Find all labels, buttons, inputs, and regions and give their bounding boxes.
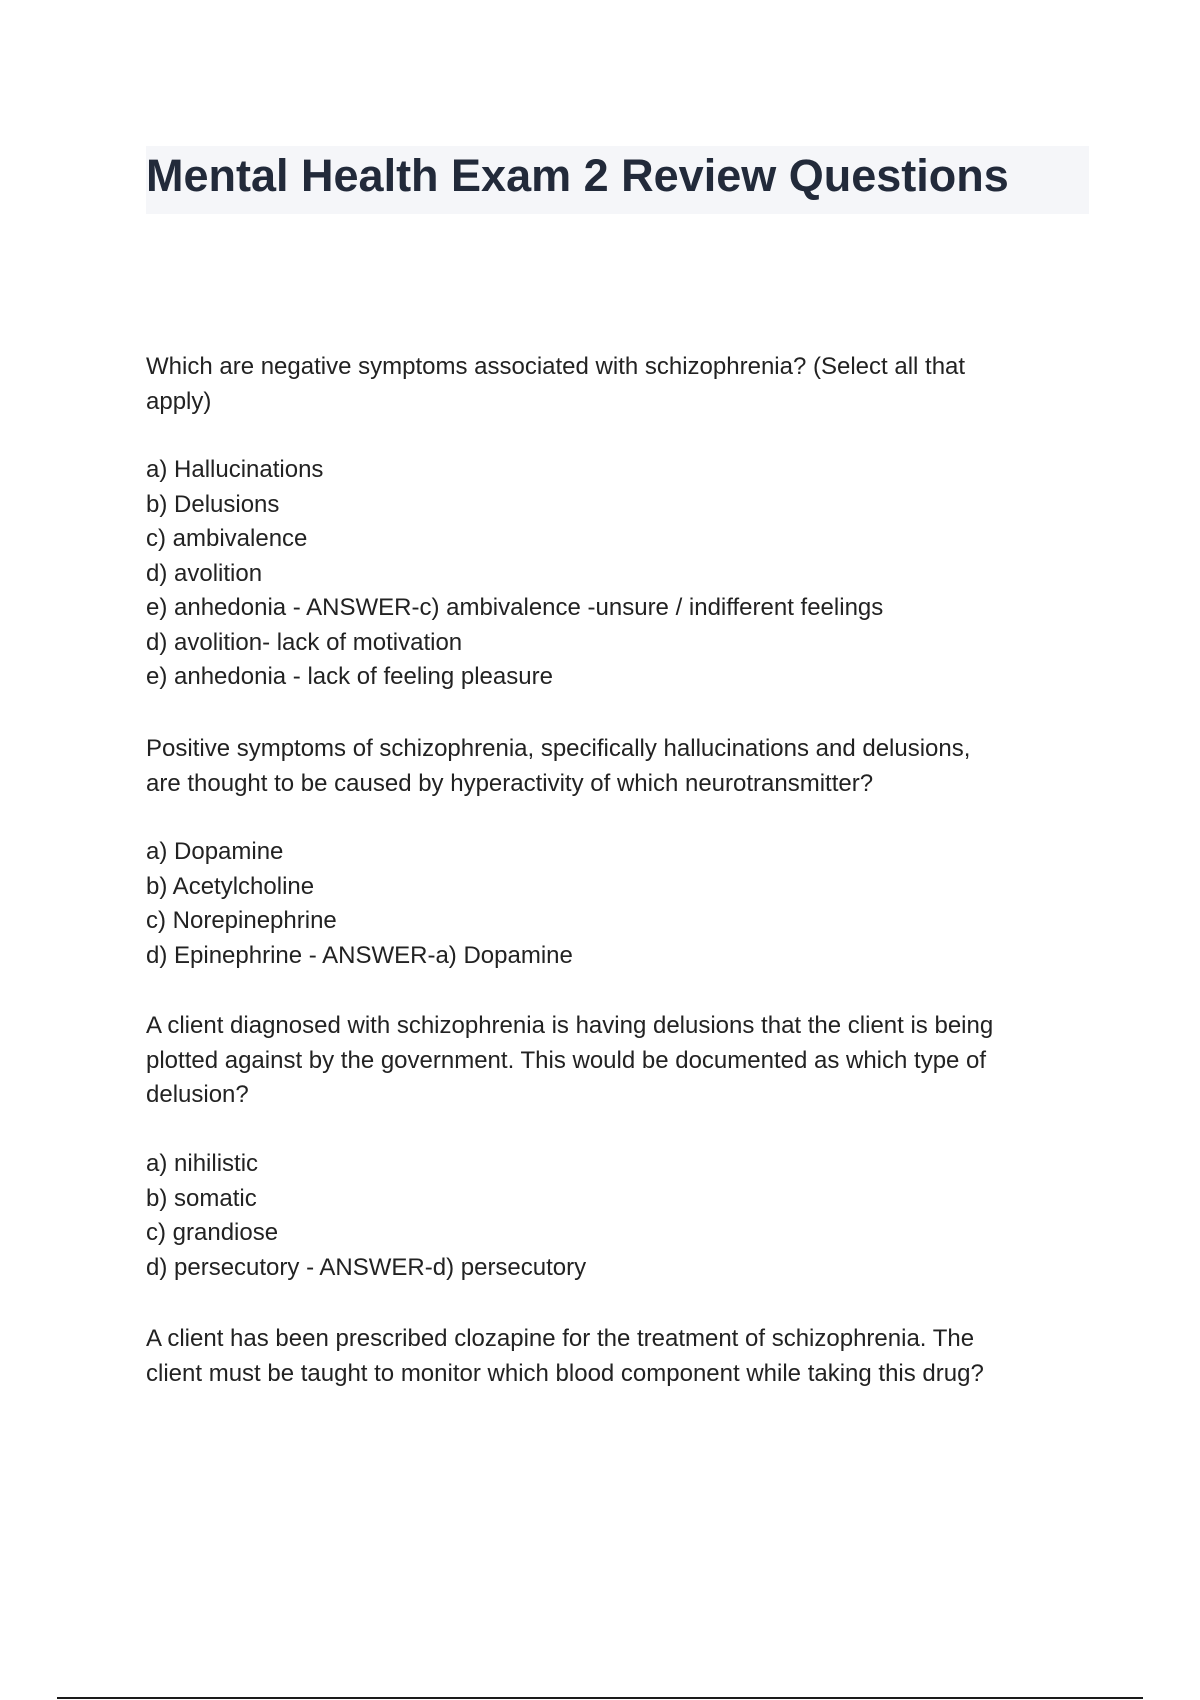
question-2-stem xyxy=(146,732,1081,801)
answer-line: c) ambivalence xyxy=(146,525,308,552)
page-title: Mental Health Exam 2 Review Questions xyxy=(146,150,1009,201)
answer-line: c) grandiose xyxy=(146,1219,279,1246)
title-banner xyxy=(146,146,1089,214)
question-4-stem xyxy=(146,1322,1081,1391)
question-2-stem-line-1: Positive symptoms of schizophrenia, specifically hallucinations and delusions, xyxy=(146,735,971,762)
question-1-stem-line-1: Which are negative symptoms associated with schizophrenia? (Select all that xyxy=(146,353,966,380)
answer-line: b) somatic xyxy=(146,1184,257,1212)
answer-line: e) anhedonia - ANSWER-c) ambivalence -unsure / indifferent feelings xyxy=(146,594,884,621)
question-3-stem xyxy=(146,1009,1081,1113)
answer-line: e) anhedonia - lack of feeling pleasure xyxy=(146,663,553,690)
question-3-stem-line-3: delusion? xyxy=(146,1081,249,1108)
answer-line: d) avolition- lack of motivation xyxy=(146,628,463,656)
answer-line: c) Norepinephrine xyxy=(146,907,337,934)
question-4-stem-line-1: A client has been prescribed clozapine for the treatment of schizophrenia. The xyxy=(146,1325,975,1352)
answer-line: a) nihilistic xyxy=(146,1150,259,1177)
answer-line: b) Acetylcholine xyxy=(146,872,315,900)
footer-divider xyxy=(57,1697,1143,1699)
question-1-stem xyxy=(146,350,1081,419)
question-2-answers xyxy=(146,835,1081,973)
question-4-stem-line-2: client must be taught to monitor which blood component while taking this drug? xyxy=(146,1359,984,1387)
question-3-stem-line-2: plotted against by the government. This would be documented as which type of xyxy=(146,1046,987,1074)
answer-line: d) persecutory - ANSWER-d) persecutory xyxy=(146,1253,587,1281)
question-3-answers xyxy=(146,1147,1081,1285)
question-3-stem-line-1: A client diagnosed with schizophrenia is having delusions that the client is being xyxy=(146,1012,994,1039)
answer-line: d) avolition xyxy=(146,559,263,587)
answer-line: a) Hallucinations xyxy=(146,456,324,483)
answer-line: b) Delusions xyxy=(146,490,280,518)
question-1-stem-line-2: apply) xyxy=(146,387,212,415)
question-1-answers xyxy=(146,453,1081,695)
answer-line: a) Dopamine xyxy=(146,838,284,865)
question-2-stem-line-2: are thought to be caused by hyperactivity of which neurotransmitter? xyxy=(146,769,874,797)
answer-line: d) Epinephrine - ANSWER-a) Dopamine xyxy=(146,941,573,969)
